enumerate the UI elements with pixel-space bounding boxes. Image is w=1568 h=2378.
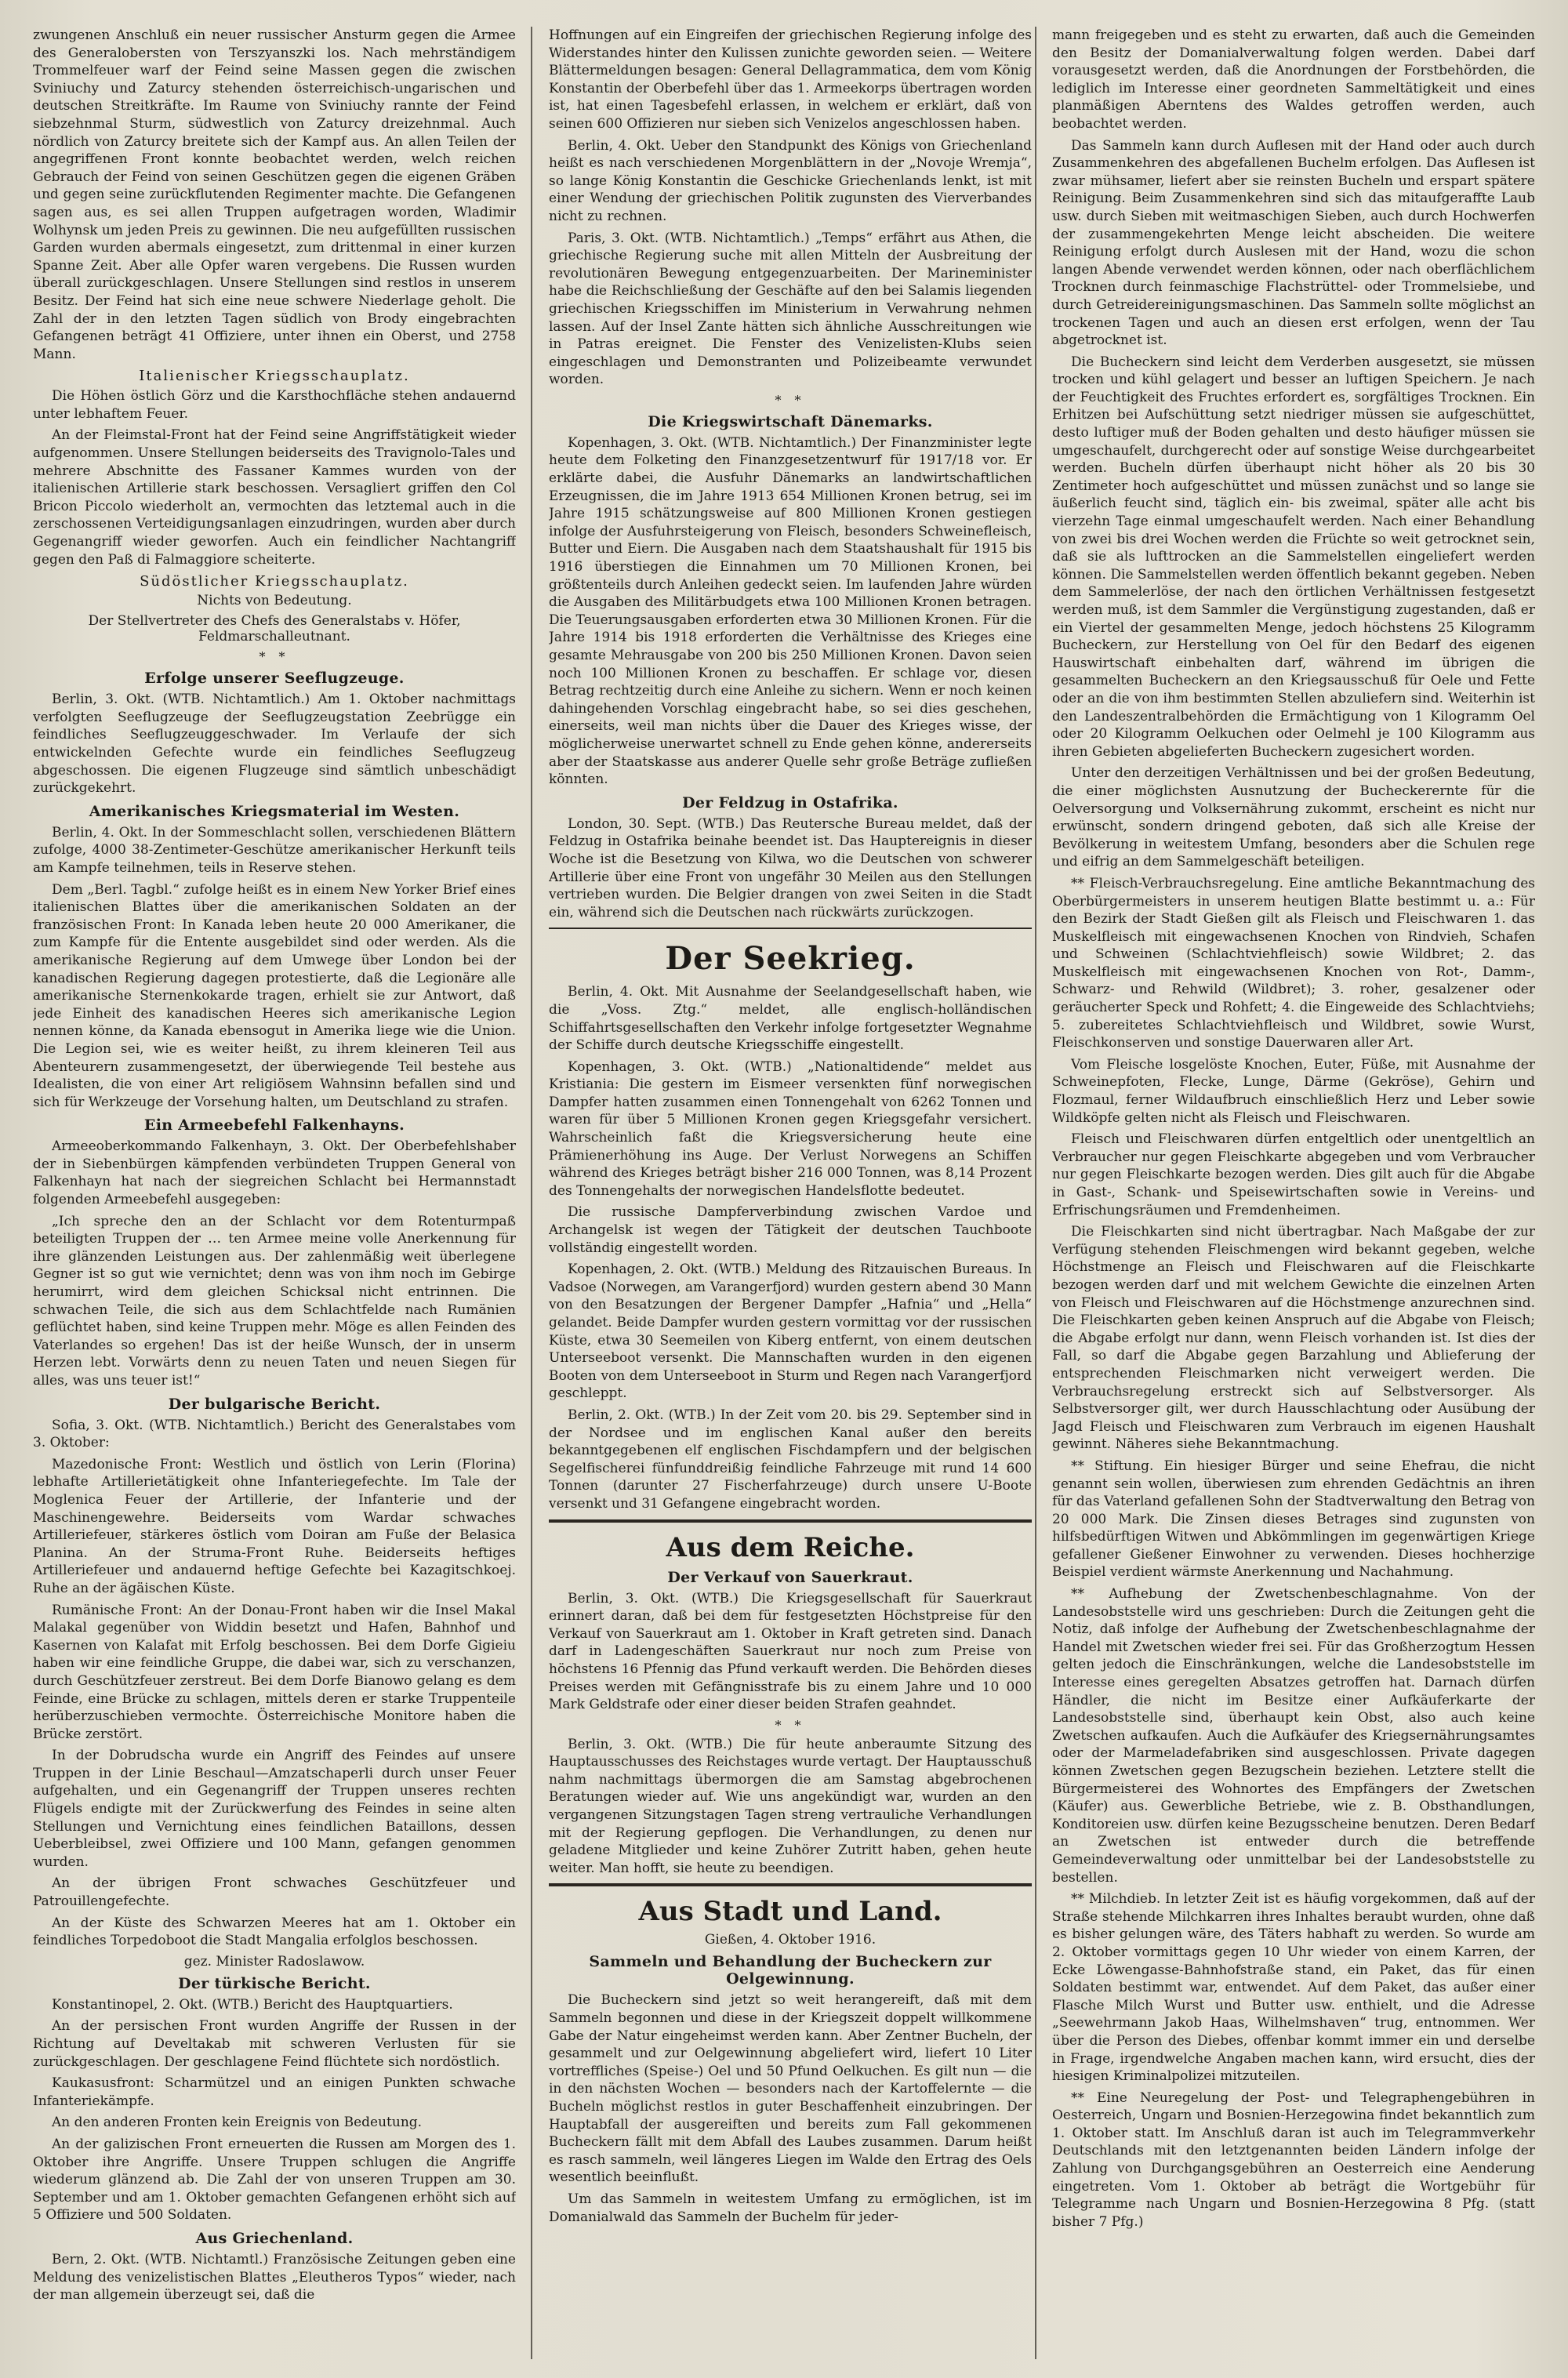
section-heading: Italienischer Kriegsschauplatz. <box>139 368 410 385</box>
article-text: Dem „Berl. Tagbl.“ zufolge heißt es in einem New Yorker Brief eines italienischen Blattes über die amerikanischen Soldaten an der französischen Front: In Kanada leben heute 20 000 Amerikaner, die zum Kampfe für die Entente ausgebildet sind oder werden. Als die amerikanische Regierung auf dem Umwege über London bei der kanadischen Regierung dagegen protestierte, daß die Legionäre alle amerikanische Sternenkokarde tragen, erhielt sie zur Antwort, daß jede Einheit des kanadischen Heeres sich amerikanische Legion nennen könne, da Kanada ebensogut in Amerika liege wie die Union. Die Legion sei, wie es weiter heißt, zu ihrem kleineren Teil aus Abenteurern zusammengesetzt, der überwiegende Teil bestehe aus Idealisten, die von einer Art religiösem Wahnsinn befallen sind und sich für Werkzeuge der Vorsehung halten, um Deutschland zu strafen. <box>33 881 516 1110</box>
section-title: Der Seekrieg. <box>665 940 916 978</box>
article-text: An der übrigen Front schwaches Geschützfeuer und Patrouillengefechte. <box>33 1875 516 1910</box>
article-text: Armeeoberkommando Falkenhayn, 3. Okt. Der Oberbefehlshaber der in Siebenbürgen kämpfenden verbündeten Truppen General von Falkenhayn hat nach der siegreichen Schlacht bei Hermannstadt folgenden Armeebefehl ausgegeben: <box>33 1138 516 1208</box>
article-text: An den anderen Fronten kein Ereignis von Bedeutung. <box>52 2115 423 2131</box>
section-heading: Südöstlicher Kriegsschauplatz. <box>140 573 409 590</box>
section-divider <box>549 1519 1032 1523</box>
signature: Der Stellvertreter des Chefs des Generalstabs v. Höfer, Feldmarschalleutnant. <box>88 613 461 645</box>
article-heading: Erfolge unserer Seeflugzeuge. <box>144 670 405 688</box>
section-title: Aus dem Reiche. <box>666 1531 915 1563</box>
article-text: Berlin, 4. Okt. Ueber den Standpunkt des Königs von Griechenland heißt es nach verschiedenen Morgenblättern in der „Novoje Wremja“, so lange König Konstantin die Geschicke Griechenlands lenkt, ist mit einer Wendung der griechischen Politik zugunsten des Vierverbandes nicht zu rechnen. <box>549 137 1032 224</box>
column-rule <box>1035 27 1036 2359</box>
article-text: Paris, 3. Okt. (WTB. Nichtamtlich.) „Temps“ erfährt aus Athen, die griechische Regierung suche mit allen Mitteln der Ausbreitung der revolutionären Bewegung entgegenzuarbeiten. Der Marineminister habe die Reichschließung der Geschäfte auf den bei Salamis liegenden griechischen Kriegsschiffen im Ministerium in Verwahrung nehmen lassen. Auf der Insel Zante hätten sich ähnliche Ausschreitungen wie in Patras ereignet. Die Fenster des Venizelisten-Klubs seien eingeschlagen und Demonstranten und Polizeibeamte verwundet worden. <box>549 230 1032 388</box>
article-text: An der galizischen Front erneuerten die Russen am Morgen des 1. Oktober ihre Angriffe. Unsere Truppen schlugen die Angriffe wiederum glänzend ab. Die Zahl der von unseren Truppen am 30. September und am 1. Oktober gemachten Gefangenen erhöht sich auf 5 Offiziere und 500 Soldaten. <box>33 2136 516 2224</box>
article-text: Hoffnungen auf ein Eingreifen der griechischen Regierung infolge des Widerstandes hinter den Kulissen zunichte geworden seien. — Weitere Blättermeldungen besagen: General Dellagrammatica, dem vom König Konstantin der Oberbefehl über das 1. Armeekorps übertragen worden ist, hat einen Tagesbefehl erlassen, in welchem er erklärt, daß von seinen 600 Offizieren nur sieben sich Venizelos angeschlossen haben. <box>549 27 1032 132</box>
article-text: An der persischen Front wurden Angriffe der Russen in der Richtung auf Develtakab mit schweren Verlusten für sie zurückgeschlagen. Der geschlagene Feind flüchtete sich nordöstlich. <box>33 2018 516 2070</box>
article-text: zwungenen Anschluß ein neuer russischer Ansturm gegen die Armee des Generalobersten von Terszyanszki los. Nach mehrständigem Trommelfeuer warf der Feind seine Massen gegen die zwischen Sviniuchy und Zaturcy stehenden österreichisch-ungarischen und deutschen Streitkräfte. Im Raume von Sviniuchy rannte der Feind siebzehnmal Sturm, südwestlich von Zaturcy dreizehnmal. Auch nördlich von Zaturcy breitete sich der Kampf aus. An allen Teilen der angegriffenen Front konnte beobachtet werden, welch reichen Gebrauch der Feind von seinen Geschützen gegen die eigenen Gräben und gegen seine zurückflutenden Regimenter machte. Die Gefangenen sagen aus, es sei allen Truppen aufgetragen worden, Wladimir Wolhynsk um jeden Preis zu gewinnen. Die neu aufgefüllten russischen Garden wurden abermals eingesetzt, zum drittenmal in einer kurzen Spanne Zeit. Aber alle Opfer waren vergebens. Die Russen wurden überall zurückgeschlagen. Unsere Stellungen sind restlos in unserem Besitz. Der Feind hat sich eine neue schwere Niederlage geholt. Die Zahl der in den letzten Tagen südlich von Brody eingebrachten Gefangenen beträgt 41 Offiziere, unter ihnen ein Oberst, und 2758 Mann. <box>33 27 516 362</box>
column-right <box>1052 27 1535 2363</box>
article-text: Vom Fleische losgelöste Knochen, Euter, Füße, mit Ausnahme der Schweinepfoten, Flecke, Lunge, Därme (Gekröse), Gehirn und Flozmaul, ferner Wildaufbruch einschließlich Herz und Leber sowie Wildköpfe gelten nicht als Fleisch und Fleischwaren. <box>1052 1056 1535 1126</box>
article-heading: Der türkische Bericht. <box>178 1974 371 1992</box>
dateline: Gießen, 4. Oktober 1916. <box>704 1932 877 1948</box>
article-text: Die Fleischkarten sind nicht übertragbar. Nach Maßgabe der zur Verfügung stehenden Fleischmengen wird bekannt gegeben, welche Höchstmenge an Fleisch und Fleischwaren auf die Fleischkarte bezogen werden darf und mit welchem Gewichte die einzelnen Arten von Fleisch und Fleischwaren auf die Höchstmenge anzurechnen sind. Die Fleischkarten geben keinen Anspruch auf die Abgabe von Fleisch; die Abgabe erfolgt nur dann, wenn Fleisch vorhanden ist. Ist dies der Fall, so darf die Abgabe gegen Barzahlung und Ablieferung der entsprechenden Fleischmarken nicht verweigert werden. Die Verbrauchsregelung erstreckt sich auf Selbstversorger. Als Selbstversorger gilt, wer durch Hausschlachtung oder Ausübung der Jagd Fleisch und Fleischwaren zum Verbrauch im eigenen Haushalt gewinnt. Näheres siehe Bekanntmachung. <box>1052 1224 1535 1453</box>
article-text: Berlin, 3. Okt. (WTB.) Die für heute anberaumte Sitzung des Hauptausschusses des Reichstages wurde vertagt. Der Hauptausschuß nahm nachmittags übermorgen die am Samstag abgebrochenen Beratungen wieder auf. Wie uns angekündigt war, wurden an den vergangenen Sitzungstagen Tagen streng vertrauliche Verhandlungen mit der Regierung gepflogen. Die Verhandlungen, zu denen nur geladene Mitglieder und keine Zuhörer Zutritt haben, gehen heute weiter. Man hofft, sie heute zu beendigen. <box>549 1736 1032 1876</box>
article-text: ** Milchdieb. In letzter Zeit ist es häufig vorgekommen, daß auf der Straße stehende Milchkarren ihres Inhaltes beraubt wurden, ohne daß es bisher gelungen wäre, des Täters habhaft zu werden. So wurde am 2. Oktober vormittags gegen 10 Uhr wieder von einem Karren, der Ecke Löwengasse-Bahnhofstraße stand, ein Paket, das für einen Soldaten bestimmt war, entwendet. Auf dem Paket, das außer einer Flasche Milch Wurst und Butter usw. enthielt, und die Adresse „Seewehrmann Jakob Haas, Wilhelmshaven“ trug, entnommen. Wer über die Person des Diebes, offenbar kommt immer ein und derselbe in Frage, irgendwelche Angaben machen kann, wird ersucht, dies der hiesigen Kriminalpolizei mitzuteilen. <box>1052 1891 1535 2085</box>
article-heading: Der Feldzug in Ostafrika. <box>682 793 898 811</box>
article-text: Die Höhen östlich Görz und die Karsthochfläche stehen andauernd unter lebhaftem Feuer. <box>33 388 516 422</box>
article-heading: Die Kriegswirtschaft Dänemarks. <box>648 412 933 430</box>
article-heading: Der Verkauf von Sauerkraut. <box>667 1568 913 1586</box>
separator-stars: * * <box>775 392 806 408</box>
article-text: mann freigegeben und es steht zu erwarten, daß auch die Gemeinden den Besitz der Domanialverwaltung folgen werden. Dabei darf vorausgesetzt werden, daß die Anordnungen der Forstbehörden, die lediglich im Interesse einer geordneten Sammeltätigkeit und eines planmäßigen Aberntens des Waldes getroffen werden, auch beobachtet werden. <box>1052 27 1535 132</box>
column-left <box>33 27 516 2363</box>
article-text: Berlin, 4. Okt. In der Sommeschlacht sollen, verschiedenen Blättern zufolge, 4000 38-Zentimeter-Geschütze amerikanischer Herkunft teils am Kampfe teilnehmen, teils in Reserve stehen. <box>33 824 516 876</box>
article-text: Um das Sammeln in weitestem Umfang zu ermöglichen, ist im Domanialwald das Sammeln der Buchelm für jeder- <box>549 2191 1032 2225</box>
article-text: Unter den derzeitigen Verhältnissen und bei der großen Bedeutung, die einer möglichsten Ausnutzung der Bucheckerernte für die Oelversorgung und Volksernährung zukommt, erscheint es nicht nur erwünscht, sondern dringend geboten, daß sich alle Kreise der Bevölkerung in weitestem Umfang, besonders aber die Schulen rege und eifrig an dem Sammelgeschäft beteiligen. <box>1052 765 1535 870</box>
section-divider <box>549 1883 1032 1886</box>
article-text: Bern, 2. Okt. (WTB. Nichtamtl.) Französische Zeitungen geben eine Meldung des venizelistischen Blattes „Eleutheros Typos“ wieder, nach der man allgemein überzeugt sei, daß die <box>33 2251 516 2304</box>
article-text: ** Eine Neuregelung der Post- und Telegraphengebühren in Oesterreich, Ungarn und Bosnien-Herzegowina findet bekanntlich zum 1. Oktober statt. Im Anschluß daran ist auch im Telegrammverkehr Deutschlands mit den letztgenannten beiden Ländern infolge der Zahlung von Durchgangsgebühren an Oesterreich eine Aenderung eingetreten. Vom 1. Oktober ab beträgt die Wortgebühr für Telegramme nach Ungarn und Bosnien-Herzegowina 8 Pfg. (statt bisher 7 Pfg.) <box>1052 2089 1535 2230</box>
article-heading: Amerikanisches Kriegsmaterial im Westen. <box>89 802 460 820</box>
article-text: Die Bucheckern sind leicht dem Verderben ausgesetzt, sie müssen trocken und kühl gelagert und besser an luftigen Speichern. Je nach der Feuchtigkeit des Fruchtes erfordert es, sorgfältiges Trocknen. Ein Erhitzen bei Aufschüttung setzt niedriger müssen sie aufgeschüttet, desto luftiger muß der Boden gehalten und desto häufiger müssen sie umgeschaufelt, durchgerecht oder auf sonstige Weise durchgearbeitet werden. Bucheln dürfen überhaupt nicht höher als 20 bis 30 Zentimeter hoch aufgeschüttet und müssen zunächst und so lange sie äußerlich feucht sind, täglich ein- bis zweimal, später alle acht bis vierzehn Tage einmal umgeschaufelt werden. Nach einer Behandlung von zwei bis drei Wochen werden die Früchte so weit getrocknet sein, daß sie als lufttrocken an die Sammelstellen eingeliefert werden können. Die Sammelstellen werden öffentlich bekannt gegeben. Neben dem Sammelerlöse, der nach den örtlichen Verhältnissen festgesetzt werden muß, ist dem Sammler die Vergünstigung zugestanden, daß er ein Viertel der gesammelten Menge, jedoch höchstens 25 Kilogramm Bucheckern, zur Herstellung von Oel für den Bedarf des eigenen Hauswirtschaft einbehalten darf, während im übrigen die gesammelten Bucheckern an den Kriegsausschuß für Oele und Fette oder an die von ihm bestimmten Stellen abzuliefern sind. Weiterhin ist den Landeszentralbehörden die Ermächtigung von 1 Kilogramm Oel oder 20 Kilogramm Oelkuchen oder Oelmehl je 100 Kilogramm aus ihren Gebieten abgelieferten Bucheckern zugesichert worden. <box>1052 354 1535 760</box>
article-heading: Aus Griechenland. <box>195 2229 354 2247</box>
separator-stars: * * <box>259 649 290 665</box>
article-text: An der Fleimstal-Front hat der Feind seine Angriffstätigkeit wieder aufgenommen. Unsere Stellungen beiderseits des Travignolo-Tales und mehrere Abschnitte des Fassaner Kammes wurden von der italienischen Artillerie stark beschossen. Versagliert griffen den Col Bricon Piccolo wiederholt an, vermochten das letztemal auch in die zerschossenen Verteidigungsanlagen einzudringen, wurden aber durch Gegenangriff wieder geworfen. Auch ein feindlicher Nachtangriff gegen den Paß di Falmaggiore scheiterte. <box>33 427 516 568</box>
article-text: ** Stiftung. Ein hiesiger Bürger und seine Ehefrau, die nicht genannt sein wollen, überwiesen zum ehrenden Gedächtnis an ihren für das Vaterland gefallenen Sohn der Stadtverwaltung den Betrag von 20 000 Mark. Die Zinsen dieses Betrages sind zugunsten von hilfsbedürftigen Witwen und Abkömmlingen im gegenwärtigen Kriege gefallener Gießener Einwohner zu verwenden. Dieses hochherzige Beispiel verdient wärmste Anerkennung und Nachahmung. <box>1052 1458 1535 1581</box>
article-text: Konstantinopel, 2. Okt. (WTB.) Bericht des Hauptquartiers. <box>52 1996 453 2013</box>
article-heading: Sammeln und Behandlung der Bucheckern zur Oelgewinnung. <box>589 1953 992 1988</box>
section-title: Aus Stadt und Land. <box>638 1896 942 1928</box>
column-middle <box>549 27 1032 2363</box>
article-text: Berlin, 4. Okt. Mit Ausnahme der Seelandgesellschaft haben, wie die „Voss. Ztg.“ meldet, alle englisch-holländischen Schiffahrtsgesellschaften den Verkehr infolge fortgesetzter Wegnahme der Schiffe durch deutsche Kriegsschiffe eingestellt. <box>549 984 1032 1054</box>
article-text: Kaukasusfront: Scharmützel und an einigen Punkten schwache Infanteriekämpfe. <box>33 2075 516 2109</box>
section-divider <box>549 928 1032 929</box>
article-text: Berlin, 3. Okt. (WTB.) Die Kriegsgesellschaft für Sauerkraut erinnert daran, daß bei dem für festgesetzten Höchstpreise für den Verkauf von Sauerkraut am 1. Oktober in Kraft getreten sind. Danach darf in Ladengeschäften Sauerkraut nur noch zum Preise von höchstens 16 Pfennig das Pfund verkauft werden. Die Behörden dieses Preises werden mit Gefängnisstrafe bis zu einem Jahre und 10 000 Mark Geldstrafe oder einer dieser beiden Strafen geahndet. <box>549 1590 1032 1713</box>
article-text: Sofia, 3. Okt. (WTB. Nichtamtlich.) Bericht des Generalstabes vom 3. Oktober: <box>33 1417 516 1451</box>
article-text: Kopenhagen, 3. Okt. (WTB. Nichtamtlich.) Der Finanzminister legte heute dem Folketing den Finanzgesetzentwurf für 1917/18 vor. Er erklärte dabei, die Ausfuhr Dänemarks an landwirtschaftlichen Erzeugnissen, die im Jahre 1913 654 Millionen Kronen betrug, sei im Jahre 1915 schätzungsweise auf 800 Millionen Kronen gestiegen infolge der Ausfuhrsteigerung von Fleisch, besonders Schweinefleisch, Butter und Eiern. Die Ausgaben nach dem Staatshaushalt für 1915 bis 1916 überstiegen die Einnahmen um 70 Millionen Kronen, bei größtenteils durch Anleihen gedeckt seien. Im laufenden Jahre würden die Ausgaben des Militärbudgets etwa 100 Millionen Kronen betragen. Die Teuerungsausgaben erforderten etwa 30 Millionen Kronen. Für die Jahre 1914 bis 1918 erforderten die Verhältnisse des Krieges eine gesamte Mehrausgabe von 200 bis 250 Millionen Kronen. Davon seien noch 100 Millionen Kronen zu beschaffen. Er schlage vor, diesen Betrag rechtzeitig durch eine Anleihe zu sichern. Wenn er noch keinen dahingehenden Vorschlag eingebracht habe, so sei dies geschehen, einerseits, weil man nichts über die Dauer des Krieges wisse, der möglicherweise unerwartet schnell zu Ende gehen könne, andererseits aber der Staatskasse aus anderer Quelle sehr große Beträge zufließen könnten. <box>549 434 1032 788</box>
column-rule <box>531 27 532 2359</box>
article-text: In der Dobrudscha wurde ein Angriff des Feindes auf unsere Truppen in der Linie Beschaul—Amzatschaperli durch unser Feuer aufgehalten, und ein Gegenangriff der Truppen unseres rechten Flügels endigte mit der Zurückwerfung des Feindes in seine alten Stellungen und Vernichtung eines feindlichen Bataillons, dessen Ueberbleibsel, zwei Offiziere und 100 Mann, gefangen genommen wurden. <box>33 1748 516 1870</box>
article-text: Fleisch und Fleischwaren dürfen entgeltlich oder unentgeltlich an Verbraucher nur gegen Fleischkarte abgegeben und vom Verbraucher nur gegen Fleischkarte bezogen werden. Dies gilt auch für die Abgabe in Gast-, Schank- und Speisewirtschaften sowie in Vereins- und Erfrischungsräumen und Fremdenheimen. <box>1052 1131 1535 1218</box>
separator-stars: * * <box>775 1717 806 1733</box>
article-text: Die russische Dampferverbindung zwischen Vardoe und Archangelsk ist wegen der Tätigkeit der deutschen Tauchboote vollständig eingestellt worden. <box>549 1204 1032 1256</box>
article-text: ** Aufhebung der Zwetschenbeschlagnahme. Von der Landesobststelle wird uns geschrieben: Durch die Zeitungen geht die Notiz, daß infolge der Aufhebung der Zwetschenbeschlagnahme der Handel mit Zwetschen wieder frei sei. Für das Großherzogtum Hessen gelten jedoch die Einschränkungen, welche die Landesobststelle im Interesse eines geregelten Absatzes getroffen hat. Darnach dürfen Händler, die nicht im Besitze einer Aufkäuferkarte der Landesobststelle sind, überhaupt kein Obst, also auch keine Zwetschen aufkaufen. Auch die Aufkäufer des Kriegsernährungsamtes oder der Marmeladefabriken sind ausgeschlossen. Private dagegen können Zwetschen gegen Bezugschein beziehen. Letztere stellt die Bürgermeisterei des Wohnortes des Empfängers der Zwetschen (Käufer) aus. Gewerbliche Betriebe, wie z. B. Obsthandlungen, Konditoreien usw. dürfen keine Bezugsscheine benutzen. Deren Bedarf an Zwetschen ist entweder durch die betreffende Gemeindeverwaltung oder unmittelbar bei der Landesobststelle zu bestellen. <box>1052 1586 1535 1886</box>
article-text: An der Küste des Schwarzen Meeres hat am 1. Oktober ein feindliches Torpedoboot die Stadt Mangalia erfolglos beschossen. <box>33 1915 516 1949</box>
article-text: Berlin, 2. Okt. (WTB.) In der Zeit vom 20. bis 29. September sind in der Nordsee und im englischen Kanal außer den bereits bekanntgegebenen elf englischen Fischdampfern und der belgischen Segelfischerei fünfunddreißig feindliche Fahrzeuge mit rund 14 600 Tonnen (darunter 27 Fischerfahrzeuge) durch unsere U-Boote versenkt und 31 Gefangene eingebracht worden. <box>549 1407 1032 1512</box>
article-text: Rumänische Front: An der Donau-Front haben wir die Insel Makal Malakal gegenüber von Widdin besetzt und Hafen, Bahnhof und Kasernen von Kalafat mit Erfolg beschossen. Bei dem Dorfe Gigieiu haben wir eine feindliche Gruppe, die dabei war, sich zu verschanzen, durch Geschützfeuer zerstreut. Bei dem Dorfe Bianowo gelang es dem Feinde, eine Brücke zu schlagen, mittels deren er starke Truppenteile herüberzuschieben vermochte. Österreichische Monitore haben die Brücke zerstört. <box>33 1602 516 1742</box>
article-heading: Der bulgarische Bericht. <box>168 1395 381 1413</box>
signature: gez. Minister Radoslawow. <box>183 1953 365 1970</box>
article-text: ** Fleisch-Verbrauchsregelung. Eine amtliche Bekanntmachung des Oberbürgermeisters in unserem heutigen Blatte bestimmt u. a.: Für den Bezirk der Stadt Gießen gilt als Fleisch und Fleischwaren 1. das Muskelfleisch mit eingewachsenen Knochen von Rindvieh, Schafen und Schweinen (Schlachtviehfleisch) sowie Wildbret; 2. das Muskelfleisch mit eingewachsenen Knochen von Rot-, Damm-, Schwarz- und Rehwild (Wildbret); 3. roher, gesalzener oder geräucherter Speck und Rohfett; 4. die Eingeweide des Schlachtviehs; 5. zubereitetes Schlachtviehfleisch und Wildbret, sowie Wurst, Fleischkonserven und sonstige Dauerwaren aller Art. <box>1052 875 1535 1051</box>
article-text: Kopenhagen, 3. Okt. (WTB.) „Nationaltidende“ meldet aus Kristiania: Die gestern im Eismeer versenkten fünf norwegischen Dampfer hatten zusammen einen Tonnengehalt von 6262 Tonnen und waren für über 5 Millionen Kronen gegen Kriegsgefahr versichert. Wahrscheinlich faßt die Kriegsversicherung heute eine Prämienerhöhung ins Auge. Der Verlust Norwegens an Schiffen während des Krieges beträgt bisher 216 000 Tonnen, was 8,14 Prozent des Tonnengehalts der norwegischen Handelsflotte bedeutet. <box>549 1058 1032 1199</box>
article-heading: Ein Armeebefehl Falkenhayns. <box>143 1116 405 1135</box>
article-text: „Ich spreche den an der Schlacht vor dem Rotenturmpaß beteiligten Truppen der … ten Armee meine volle Anerkennung für ihre glänzenden Leistungen aus. Der zahlenmäßig weit überlegene Gegner ist so gut wie vernichtet; denn was von ihm noch im Gebirge herumirrt, wird dem gleichen Schicksal nicht entrinnen. Die schwachen Teile, die sich aus dem Schlachtfelde nach Rumänien geflüchtet haben, sind keine Truppen mehr. Möge es allen Feinden des Vaterlandes so ergehen! Das ist der heiße Wunsch, der in unserm Herzen lebt. Vorwärts denn zu neuen Taten und neuen Siegen für alles, was uns teuer ist!“ <box>33 1213 516 1389</box>
article-text: Mazedonische Front: Westlich und östlich von Lerin (Florina) lebhafte Artillerietätigkeit ohne Infanteriegefechte. Im Tale der Moglenica Feuer der Artillerie, der Infanterie und der Maschinengewehre. Beiderseits vom Wardar schwaches Artilleriefeuer, stärkeres östlich vom Doiran am Fuße der Belasica Planina. An der Struma-Front Ruhe. Beiderseits heftiges Artilleriefeuer und andauernd heftige Gefechte bei Kazagitschkoej. Ruhe an der ägäischen Küste. <box>33 1456 516 1596</box>
article-text: Kopenhagen, 2. Okt. (WTB.) Meldung des Ritzauischen Bureaus. In Vadsoe (Norwegen, am Varangerfjord) wurden gestern abend 30 Mann von den Besatzungen der Bergener Dampfer „Hafnia“ und „Hella“ gelandet. Beide Dampfer wurden gestern vormittag vor der russischen Küste, etwa 30 Seemeilen von Kiberg entfernt, von einem deutschen Unterseeboot versenkt. Die Mannschaften wurden in den eigenen Booten von dem Unterseeboot in Sturm und Regen nach Varangerfjord geschleppt. <box>549 1262 1032 1402</box>
article-text: Berlin, 3. Okt. (WTB. Nichtamtlich.) Am 1. Oktober nachmittags verfolgten Seeflugzeuge der Seeflugzeugstation Zeebrügge ein feindliches Seeflugzeuggeschwader. Im Verlaufe der sich entwickelnden Gefechte wurde ein feindliches Seeflugzeug abgeschossen. Die eigenen Flugzeuge sind sämtlich unbeschädigt zurückgekehrt. <box>33 692 516 797</box>
article-text: London, 30. Sept. (WTB.) Das Reutersche Bureau meldet, daß der Feldzug in Ostafrika beinahe beendet ist. Das Hauptereignis in dieser Woche ist die Besetzung von Kilwa, wo die Deutschen von schwerer Artillerie über eine Front von ungefähr 30 Meilen aus den Stellungen vertrieben wurden. Die Belgier drangen von zwei Seiten in die Stadt ein, während sich die Deutschen nach rückwärts zurückzogen. <box>549 815 1032 920</box>
article-text: Nichts von Bedeutung. <box>197 593 352 609</box>
article-text: Das Sammeln kann durch Auflesen mit der Hand oder auch durch Zusammenkehren des abgefallenen Buchelm erfolgen. Das Auflesen ist zwar mühsamer, liefert aber sie reinsten Bucheln und erspart spätere Reinigung. Beim Zusammenkehren sind sich das mitaufgeraffte Laub usw. durch Sieben mit weitmaschigen Sieben, auch durch Hochwerfen der zusammengekehrten Menge leicht abscheiden. Die weitere Reinigung erfolgt durch Auslesen mit der Hand, wozu die schon langen Abende verwendet werden können, oder nach oberflächlichem Trocknen durch feinmaschige Flachstrüttel- oder Trommelsiebe, und durch Getreidereinigungsmaschinen. Das Sammeln sollte möglichst an trockenen Tagen und auch an diesen erst erfolgen, wenn der Tau abgetrocknet ist. <box>1052 137 1535 349</box>
article-text: Die Bucheckern sind jetzt so weit herangereift, daß mit dem Sammeln begonnen und diese in der Kriegszeit doppelt willkommene Gabe der Natur eingeheimst werden kann. Aber Zentner Bucheln, der gesammelt und zur Oelgewinnung abgeliefert wird, liefert 10 Liter vortreffliches (Speise-) Oel und 50 Pfund Oelkuchen. Es gilt nun — die in den nächsten Wochen — besonders nach der Kartoffelernte — die Bucheln möglichst restlos in guter Beschaffenheit einzubringen. Der Hauptabfall der ausgereiften und bereits zum Fall gekommenen Bucheckern fällt mit dem Abfall des Laubes zusammen. Darum heißt es rasch sammeln, weil längeres Liegen im Walde den Ertrag des Oels wesentlich beeinflußt. <box>549 1992 1032 2186</box>
